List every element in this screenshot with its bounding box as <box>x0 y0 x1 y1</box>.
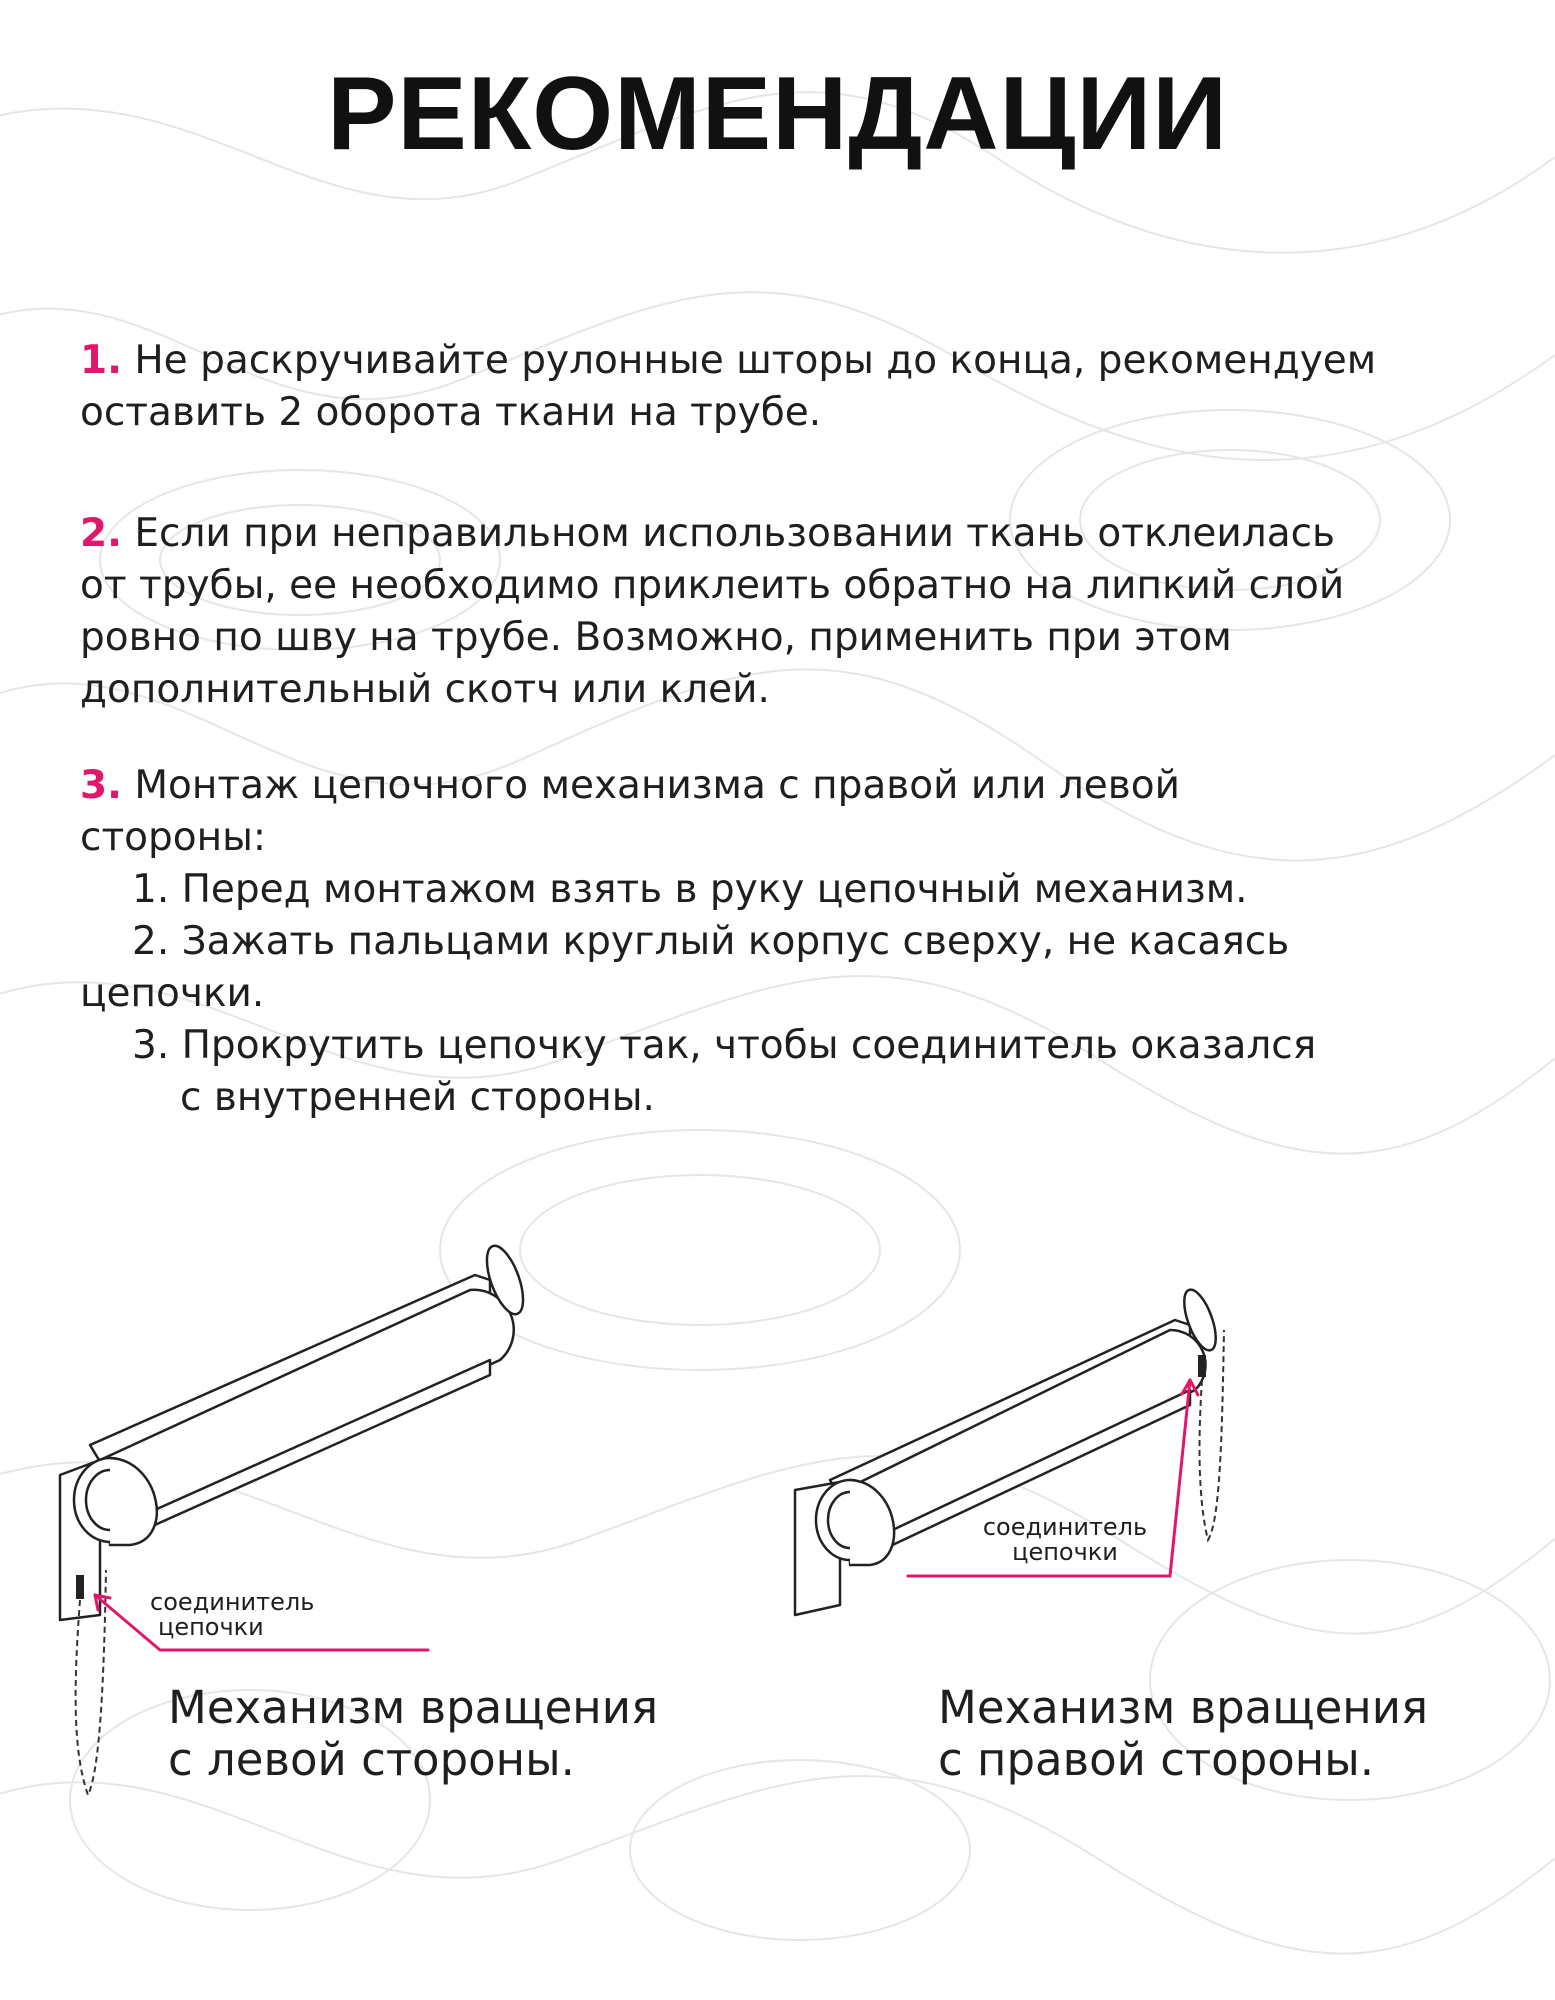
recommendation-text: ровно по шву на трубе. Возможно, применить при этом <box>80 615 1232 660</box>
recommendation-text: оставить 2 оборота ткани на трубе. <box>80 390 822 435</box>
recommendation-number: 2. <box>80 511 122 556</box>
recommendation-text: Не раскручивайте рулонные шторы до конца, рекомендуем <box>134 338 1377 383</box>
page-title: РЕКОМЕНДАЦИИ <box>327 56 1228 172</box>
step-item: 2. Зажать пальцами круглый корпус сверху, не касаясь <box>132 919 1290 964</box>
step-item: 1. Перед монтажом взять в руку цепочный механизм. <box>132 867 1248 912</box>
right-mechanism-illustration <box>790 1220 1270 1660</box>
recommendation-number: 1. <box>80 338 122 383</box>
step-item: цепочки. <box>80 971 265 1016</box>
right-caption <box>938 1682 1428 1786</box>
left-mechanism-illustration <box>50 1210 570 1810</box>
callout-text: цепочки <box>158 1613 264 1641</box>
callout-text: соединитель <box>982 1513 1148 1541</box>
recommendation-text: от трубы, ее необходимо приклеить обратно на липкий слой <box>80 563 1345 608</box>
step-item: с внутренней стороны. <box>180 1075 655 1120</box>
recommendation-2 <box>80 508 1520 716</box>
caption-text: с правой стороны. <box>938 1733 1375 1786</box>
caption-text: Механизм вращения <box>168 1681 659 1734</box>
recommendation-text: Если при неправильном использовании ткань отклеилась <box>134 511 1336 556</box>
caption-text: Механизм вращения <box>938 1681 1429 1734</box>
recommendation-text: дополнительный скотч или клей. <box>80 667 770 712</box>
callout-text: цепочки <box>1012 1538 1118 1566</box>
recommendation-text: стороны: <box>80 815 267 860</box>
caption-text: с левой стороны. <box>168 1733 575 1786</box>
step-item: 3. Прокрутить цепочку так, чтобы соединитель оказался <box>132 1023 1317 1068</box>
recommendation-3 <box>80 760 1520 1124</box>
recommendation-number: 3. <box>80 763 122 808</box>
callout-text: соединитель <box>150 1588 315 1616</box>
recommendation-1 <box>80 335 1520 439</box>
recommendation-text: Монтаж цепочного механизма с правой или левой <box>134 763 1180 808</box>
